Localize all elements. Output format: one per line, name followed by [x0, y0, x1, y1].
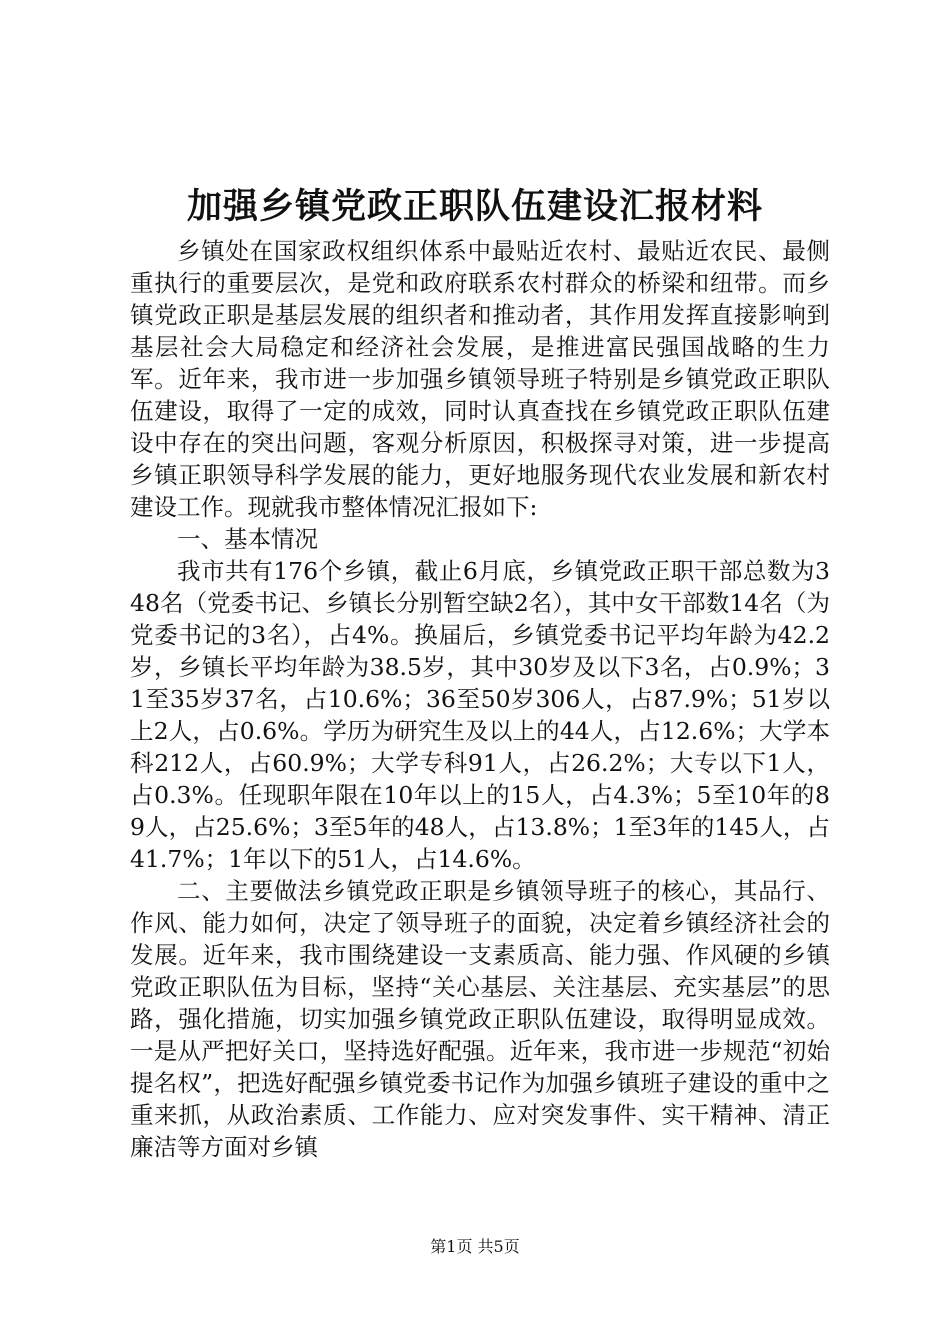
section-heading-basic-situation: 一、基本情况: [177, 525, 318, 553]
document-body: [130, 235, 830, 1163]
document-title: 加强乡镇党政正职队伍建设汇报材料: [186, 186, 763, 227]
paragraph-statistics: 我市共有176个乡镇，截止6月底，乡镇党政正职干部总数为348名（党委书记、乡镇长分别暂空缺2名），其中女干部数14名（为党委书记的3名），占4%。换届后，乡镇党委书记平均年龄为42.2岁，乡镇长平均年龄为38.5岁，其中30岁及以下3名，占0.9%；31至35岁37名，占10.6%；36至50岁306人，占87.9%；51岁以上2人，占0.6%。学历为研究生及以上的44人，占12.6%；大学本科212人，占60.9%；大学专科91人，占26.2%；大专以下1人，占0.3%。任现职年限在10年以上的15人，占4.3%；5至10年的89人，占25.6%；3至5年的48人，占13.8%；1至3年的145人，占41.7%；1年以下的51人，占14.6%。: [130, 557, 830, 873]
paragraph-main-practices: 二、主要做法乡镇党政正职是乡镇领导班子的核心，其品行、作风、能力如何，决定了领导班子的面貌，决定着乡镇经济社会的发展。近年来，我市围绕建设一支素质高、能力强、作风硬的乡镇党政正职队伍为目标，坚持“关心基层、关注基层、充实基层”的思路，强化措施，切实加强乡镇党政正职队伍建设，取得明显成效。一是从严把好关口，坚持选好配强。近年来，我市进一步规范“初始提名权”，把选好配强乡镇党委书记作为加强乡镇班子建设的重中之重来抓，从政治素质、工作能力、应对突发事件、实干精神、清正廉洁等方面对乡镇: [130, 877, 830, 1161]
paragraph-intro: 乡镇处在国家政权组织体系中最贴近农村、最贴近农民、最侧重执行的重要层次，是党和政府联系农村群众的桥梁和纽带。而乡镇党政正职是基层发展的组织者和推动者，其作用发挥直接影响到基层社会大局稳定和经济社会发展，是推进富民强国战略的生力军。近年来，我市进一步加强乡镇领导班子特别是乡镇党政正职队伍建设，取得了一定的成效，同时认真查找在乡镇党政正职队伍建设中存在的突出问题，客观分析原因，积极探寻对策，进一步提高乡镇正职领导科学发展的能力，更好地服务现代农业发展和新农村建设工作。现就我市整体情况汇报如下:: [130, 237, 830, 521]
page-number-footer: 第1页 共5页: [430, 1237, 520, 1256]
